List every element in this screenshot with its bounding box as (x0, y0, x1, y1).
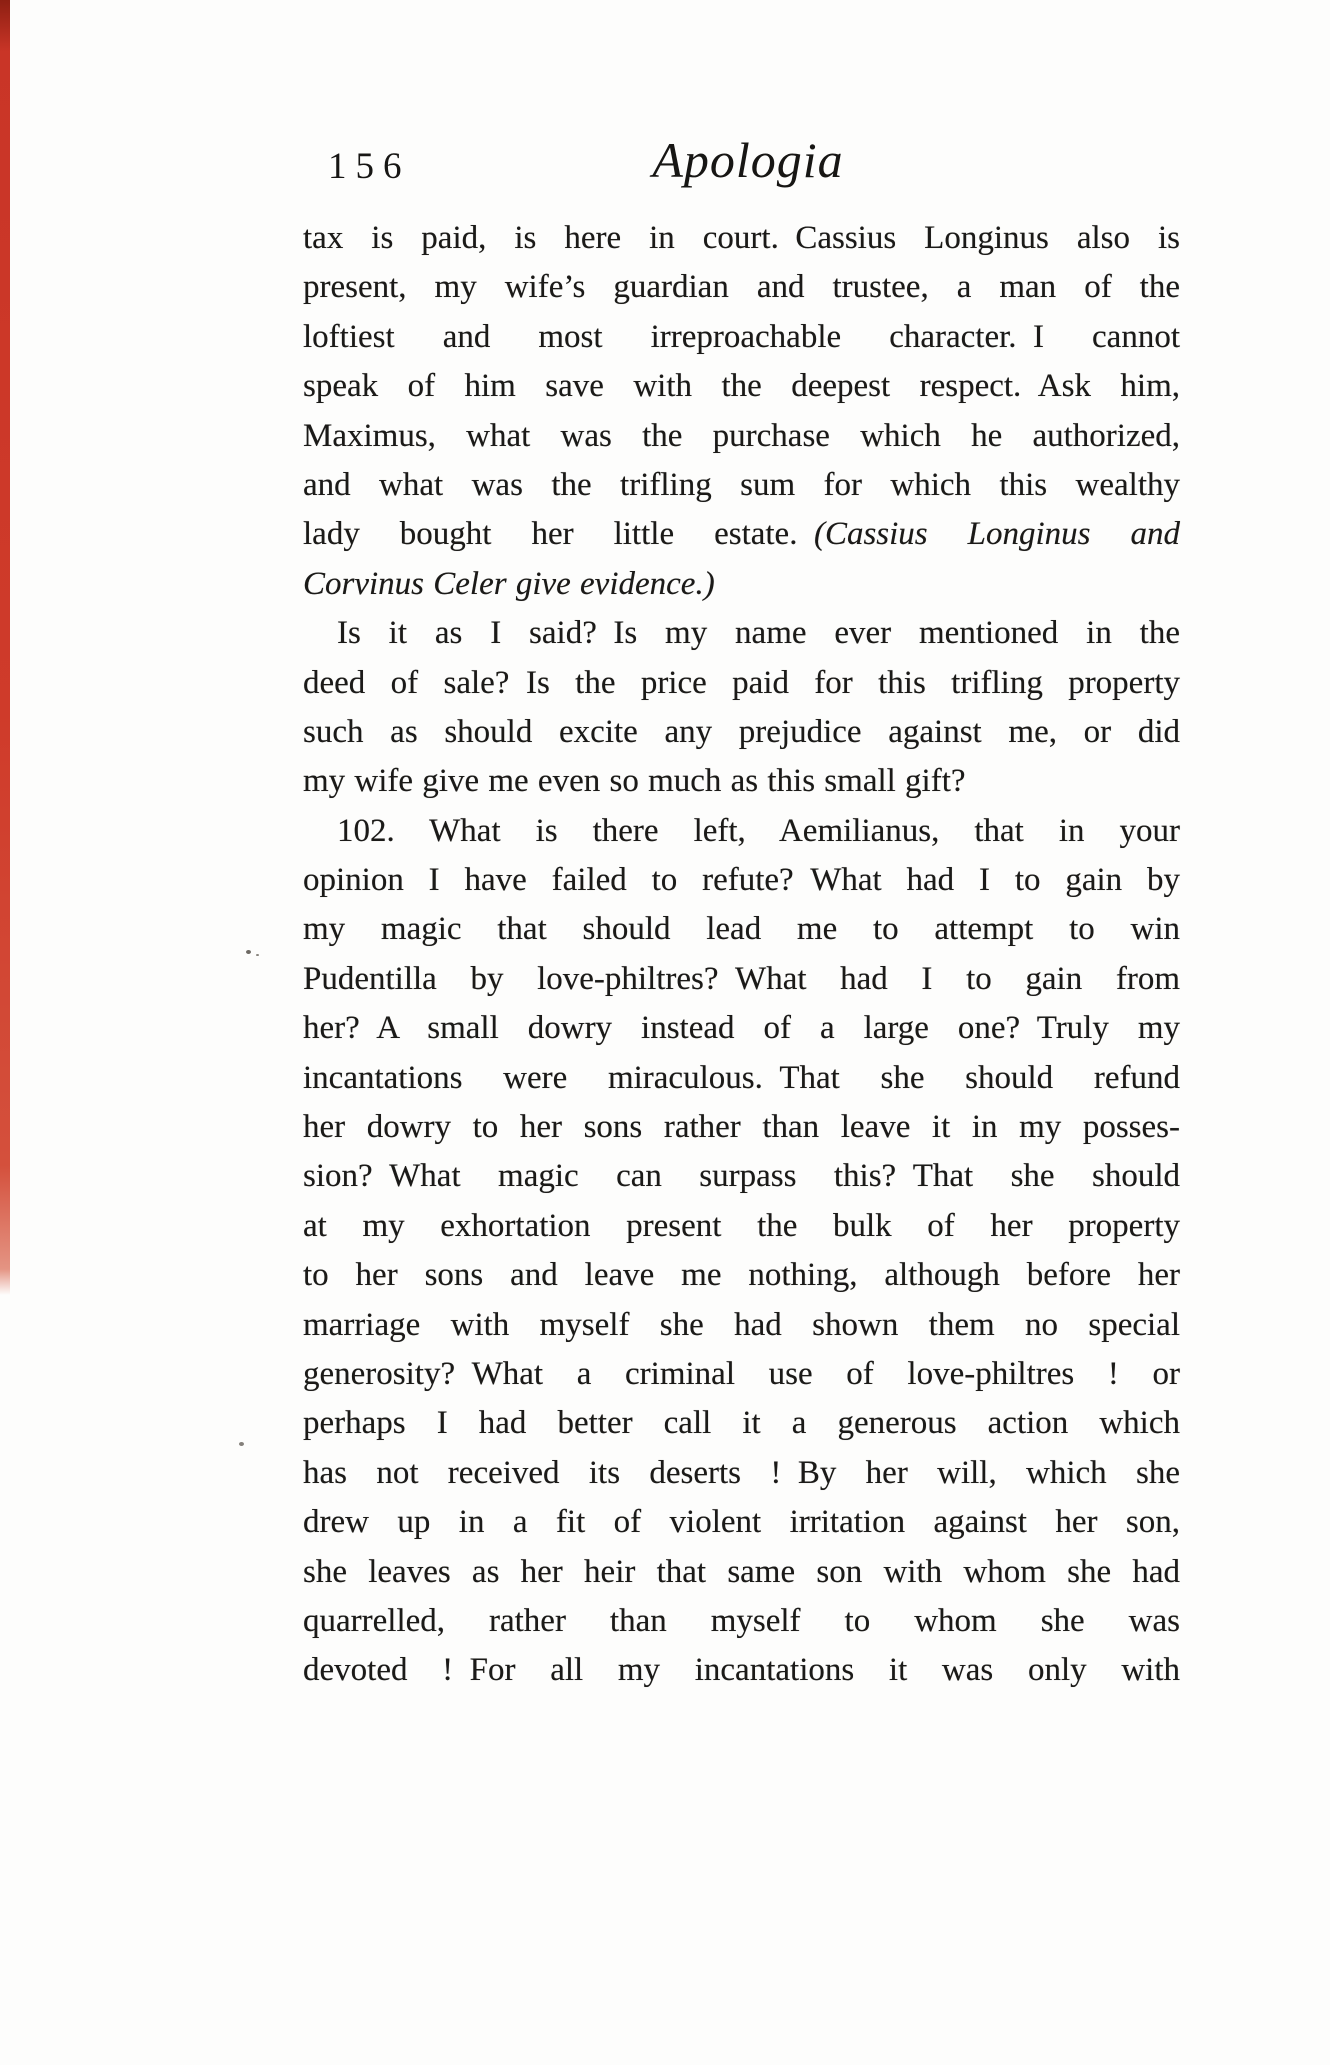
text-line: tax is paid, is here in court. Cassius Longinus also is (303, 220, 1180, 256)
text-line: marriage with myself she had shown them no special (303, 1306, 1180, 1343)
text-line: Pudentilla by love-philtres? What had I to gain from (303, 960, 1180, 997)
text-line: at my exhortation present the bulk of her property (303, 1207, 1180, 1244)
text-line: Maximus, what was the purchase which he authorized, (303, 417, 1180, 454)
text-line: quarrelled, rather than myself to whom she was (303, 1602, 1180, 1639)
text-line: and what was the trifling sum for which this wealthy (303, 466, 1180, 503)
body-text (303, 214, 1180, 1696)
text-line: sion? What magic can surpass this? That she should (303, 1158, 1180, 1195)
text-line: loftiest and most irreproachable character. I cannot (303, 318, 1180, 355)
text-line: lady bought her little estate. (Cassius Longinus and (303, 516, 1180, 553)
text-line: Is it as I said? Is my name ever mentioned in the (337, 615, 1180, 652)
text-line: my magic that should lead me to attempt to win (303, 911, 1180, 948)
text-line: perhaps I had better call it a generous action which (303, 1405, 1180, 1442)
text-line: 102. What is there left, Aemilianus, that in your (337, 812, 1180, 849)
text-line: opinion I have failed to refute? What had I to gain by (303, 862, 1180, 899)
running-title: Apologia (652, 132, 844, 188)
text-line: she leaves as her heir that same son with whom she had (303, 1553, 1180, 1590)
text-line: to her sons and leave me nothing, although before her (303, 1257, 1180, 1294)
text-line: speak of him save with the deepest respect. Ask him, (303, 368, 1180, 405)
text-line: my wife give me even so much as this small gift? (303, 763, 966, 800)
text-line: such as should excite any prejudice against me, or did (303, 713, 1180, 750)
ink-speck (239, 1442, 244, 1446)
text-line: present, my wife’s guardian and trustee, a man of the (303, 269, 1180, 306)
page-number: 156 (328, 146, 411, 187)
text-line: drew up in a fit of violent irritation against her son, (303, 1504, 1180, 1541)
text-line: her? A small dowry instead of a large one? Truly my (303, 1010, 1180, 1047)
text-line: her dowry to her sons rather than leave it in my posses- (303, 1109, 1180, 1146)
text-line: has not received its deserts ! By her will, which she (303, 1454, 1180, 1491)
text-line: Corvinus Celer give evidence.) (303, 565, 715, 602)
ink-speck (246, 950, 251, 954)
text-line: deed of sale? Is the price paid for this trifling property (303, 664, 1180, 701)
text-line: generosity? What a criminal use of love-philtres ! or (303, 1355, 1180, 1392)
text-line: devoted ! For all my incantations it was only with (303, 1652, 1180, 1689)
scan-edge-artifact (0, 0, 10, 1295)
text-line: incantations were miraculous. That she should refund (303, 1059, 1180, 1096)
